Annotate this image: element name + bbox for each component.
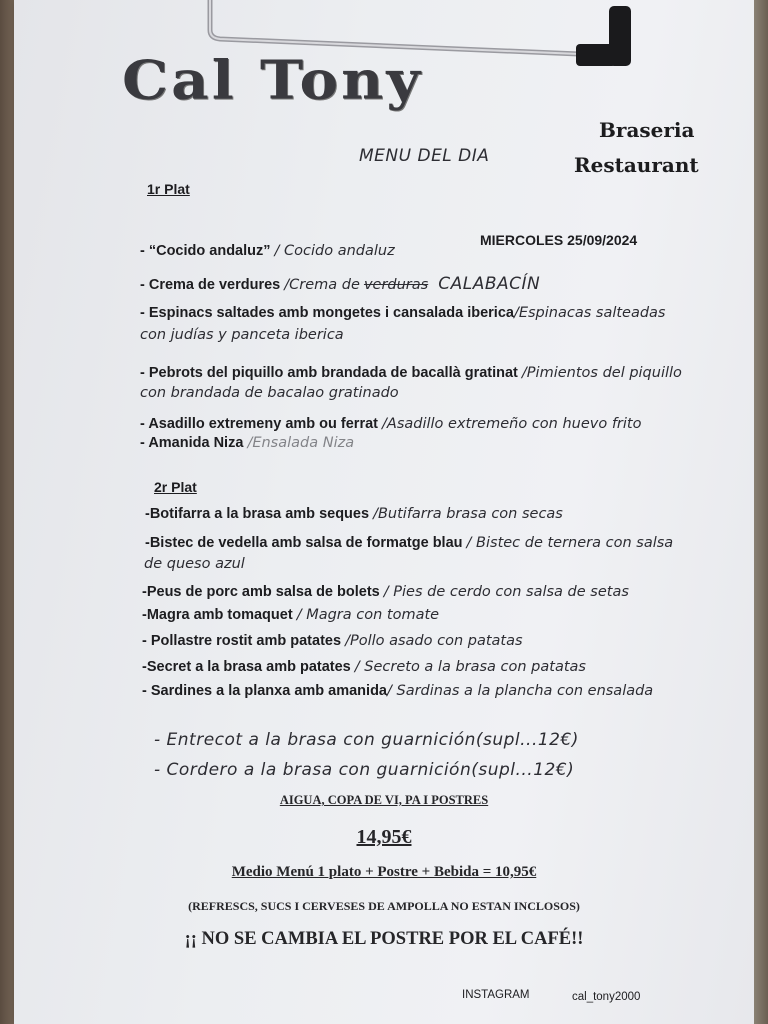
half-menu-price: Medio Menú 1 plato + Postre + Bebida = 10,95€ [231,864,537,880]
list-item: - Asadillo extremeny amb ou ferrat /Asadillo extremeño con huevo frito [140,416,642,432]
list-item-continuation: con judías y panceta iberica [140,327,344,343]
extra-item: - Cordero a la brasa con guarnición(supl...12€) [154,760,575,780]
dessert-warning: ¡¡ NO SE CAMBIA EL POSTRE POR EL CAFÉ!! [184,929,584,949]
list-item: - “Cocido andaluz” / Cocido andaluz [140,243,395,259]
instagram-label: INSTAGRAM [462,989,530,1001]
instagram-handle: cal_tony2000 [572,991,641,1003]
menu-title: MENU DEL DIA [359,146,490,166]
list-item: - Espinacs saltades amb mongetes i cansalada iberica/Espinacas salteadas [140,305,666,321]
list-item: - Crema de verdures /Crema de verduras CALABACÍN [140,274,541,294]
table-background-left [0,0,14,1024]
list-item: - Amanida Niza /Ensalada Niza [140,435,355,451]
brand-line-1: Braseria [599,118,695,142]
list-item: -Botifarra a la brasa amb seques /Butifarra brasa con secas [145,506,563,522]
drinks-note: (REFRESCS, SUCS I CERVESES DE AMPOLLA NO ESTAN INCLOSOS) [188,899,580,913]
table-background-right [754,0,768,1024]
list-item: - Sardines a la planxa amb amanida/ Sardinas a la plancha con ensalada [142,683,654,699]
includes-text: AIGUA, COPA DE VI, PA I POSTRES [279,793,489,807]
list-item: - Pollastre rostit amb patates /Pollo asado con patatas [142,633,523,649]
menu-date: MIERCOLES 25/09/2024 [480,232,638,248]
list-item-continuation: de queso azul [144,556,245,572]
list-item-continuation: con brandada de bacalao gratinado [140,385,399,401]
restaurant-logo: Cal Tony [122,48,424,112]
list-item: -Peus de porc amb salsa de bolets / Pies de cerdo con salsa de setas [142,584,629,600]
second-course-title: 2r Plat [154,479,197,495]
list-item: - Pebrots del piquillo amb brandada de bacallà gratinat /Pimientos del piquillo [140,365,682,381]
first-course-title: 1r Plat [147,181,190,197]
extra-item: - Entrecot a la brasa con guarnición(supl...12€) [154,730,579,750]
list-item: -Bistec de vedella amb salsa de formatge blau / Bistec de ternera con salsa [145,535,674,551]
list-item: -Secret a la brasa amb patates / Secreto a la brasa con patatas [142,659,586,675]
list-item: -Magra amb tomaquet / Magra con tomate [142,607,440,623]
brand-line-2: Restaurant [574,153,699,177]
menu-sheet [14,0,754,1024]
menu-price: 14,95€ [356,826,412,848]
